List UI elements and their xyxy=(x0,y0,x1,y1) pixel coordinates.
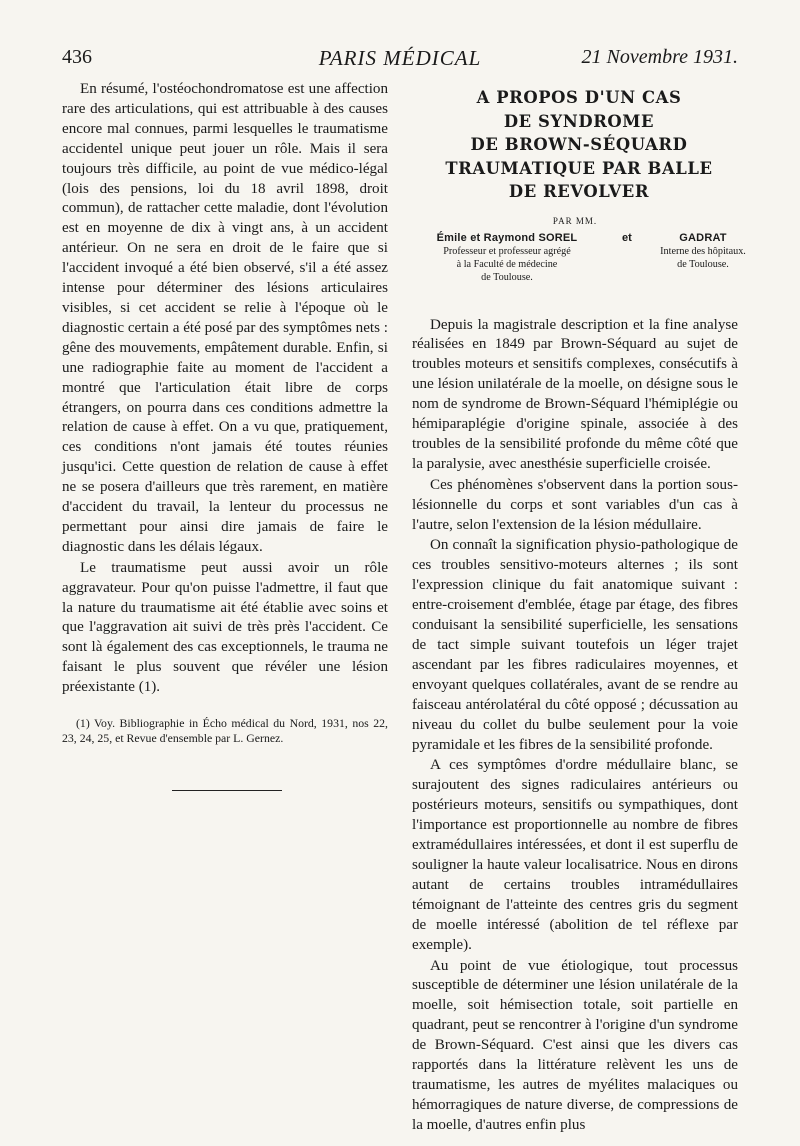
article-title-line: TRAUMATIQUE PAR BALLE xyxy=(445,158,713,178)
article-title-line: DE BROWN-SÉQUARD xyxy=(470,135,688,154)
paragraph: A ces symptômes d'ordre médullaire blanc, se surajoutent des signes radiculaires antérieurs ou postérieurs moteurs, sensitifs ou sympathiques, dont l'importance est proportionnelle au nombre de fibres extramédullaires intéressées, et dont il est superflu de souligner la haute valeur localisatrice. Nous en dirons autant de certains troubles intramédullaires témoignant de l'atteinte des centres gris du segment de moelle intéressé (abolition de tel réflexe par exemple). xyxy=(412,757,738,953)
author-affiliation: de Toulouse. xyxy=(677,258,729,270)
page-number: 436 xyxy=(62,46,92,68)
author-conjunction: et xyxy=(622,231,632,244)
page-header xyxy=(62,46,738,76)
paragraph: Le traumatisme peut aussi avoir un rôle aggravateur. Pour qu'on puisse l'admettre, il faut que la nature du traumatisme ait été établie avec soins et que l'aggravation ait suivi de très près l'accident. Ce sont là également des cas exceptionnels, le trauma ne faisant le plus souvent que révéler une lésion préexistante (1). xyxy=(62,559,388,696)
article-title-line: DE REVOLVER xyxy=(508,182,650,201)
paragraph: Au point de vue étiologique, tout processus susceptible de déterminer une lésion unilatérale de la moelle, soit hémisection totale, soit partielle en quadrant, peut se rencontrer à l'origine d'un syndrome de Brown-Séquard. C'est ainsi que les divers cas rapportés dans la littérature relèvent les uns de traumatisme, les autres de myélites malaciques ou hémorragiques de nature diverse, de compressions de la moelle, d'autres enfin plus xyxy=(412,957,738,1133)
authors xyxy=(412,231,746,302)
author-affiliation: Interne des hôpitaux. xyxy=(660,245,746,257)
paragraph: En résumé, l'ostéochondromatose est une affection rare des articulations, qui est attribuable à des causes encore mal connues, parmi lesquelles le traumatisme accidentel unique peut jouer un rôle. Mais il sera toujours très difficile, au point de vue médico-légal (lois des pensions, loi du 18 avril 1898, droit commun), de rattacher cette maladie, dont l'évolution est en moyenne de dix à vingt ans, à un accident antérieur. On ne sera en droit de le faire que si l'accident invoqué a été bien observé, s'il a été assez intense pour déterminer des lésions articulaires visibles, si cet accident se relie à l'époque où le diagnostic certain a été posé par des symptômes nets : gêne des mouvements, empâtement durable. Enfin, si une radiographie faite au moment de l'accident a montré que l'articulation était libre de corps étrangers, on pourra dans ces conditions admettre la relation de cause à effet. On a vu que, pratiquement, ces conditions n'ont jamais été toutes réunies jusqu'ici. Cette question de relation de cause à effet ne se posera d'ailleurs que très rarement, en matière d'accident du travail, la lenteur du processus ne permettant pour ainsi dire jamais de faire le diagnostic dans les délais légaux. xyxy=(62,81,388,555)
paragraph: Depuis la magistrale description et la fine analyse réalisées en 1849 par Brown-Séquard au sujet de troubles moteurs et sensitifs complexes, consécutifs à une lésion unilatérale de la moelle, on désigne sous le nom de syndrome de Brown-Séquard l'hémiplégie ou hémiparaplégie d'origine spinale, associée à des troubles de la sensibilité profonde du même côté que la paralysie, avec anesthésie superficielle croisée. xyxy=(412,316,738,472)
author-group-left xyxy=(412,232,602,284)
author-affiliation: de Toulouse. xyxy=(481,271,533,283)
paragraph: Ces phénomènes s'observent dans la portion sous-lésionnelle du corps et sont variables d'un cas à l'autre, selon l'extension de la lésion médullaire. xyxy=(412,476,738,533)
article-title-line: DE SYNDROME xyxy=(503,111,655,131)
left-column xyxy=(62,80,388,791)
article-title xyxy=(420,86,738,204)
article-body xyxy=(412,316,738,1136)
section-divider xyxy=(172,790,282,791)
byline-par: PAR MM. xyxy=(552,215,598,226)
author-affiliation: à la Faculté de médecine xyxy=(456,258,558,270)
author-affiliation: Professeur et professeur agrégé xyxy=(443,245,571,257)
footnote: (1) Voy. Bibliographie in Écho médical du Nord, 1931, nos 22, 23, 24, 25, et Revue d'ensemble par L. Gernez. xyxy=(62,716,388,746)
journal-title: PARIS MÉDICAL xyxy=(318,46,482,70)
author-name: Émile et Raymond SOREL xyxy=(436,231,578,244)
author-group-right xyxy=(648,232,758,271)
author-name: GADRAT xyxy=(679,231,727,244)
article-title-line: A PROPOS D'UN CAS xyxy=(476,88,682,107)
paragraph: On connaît la signification physio-pathologique de ces troubles sensitivo-moteurs alternes ; ils sont l'expression clinique du fait anatomique suivant : entre-croisement d'emblée, étage par étage, des fibres conduisant la sensibilité superficielle, les sensations de tact simple suivant toutefois un léger trajet ascendant par les fibres radiculaires moyennes, et envoyant quelques collatérales, avant de se rendre au faisceau antérolatéral du côté opposé ; décussation au niveau du collet du bulbe seulement pour la voie pyramidale et les fibres de la sensibilité profonde. xyxy=(412,537,738,753)
issue-date: 21 Novembre 1931. xyxy=(581,46,738,68)
right-column xyxy=(412,86,746,1136)
